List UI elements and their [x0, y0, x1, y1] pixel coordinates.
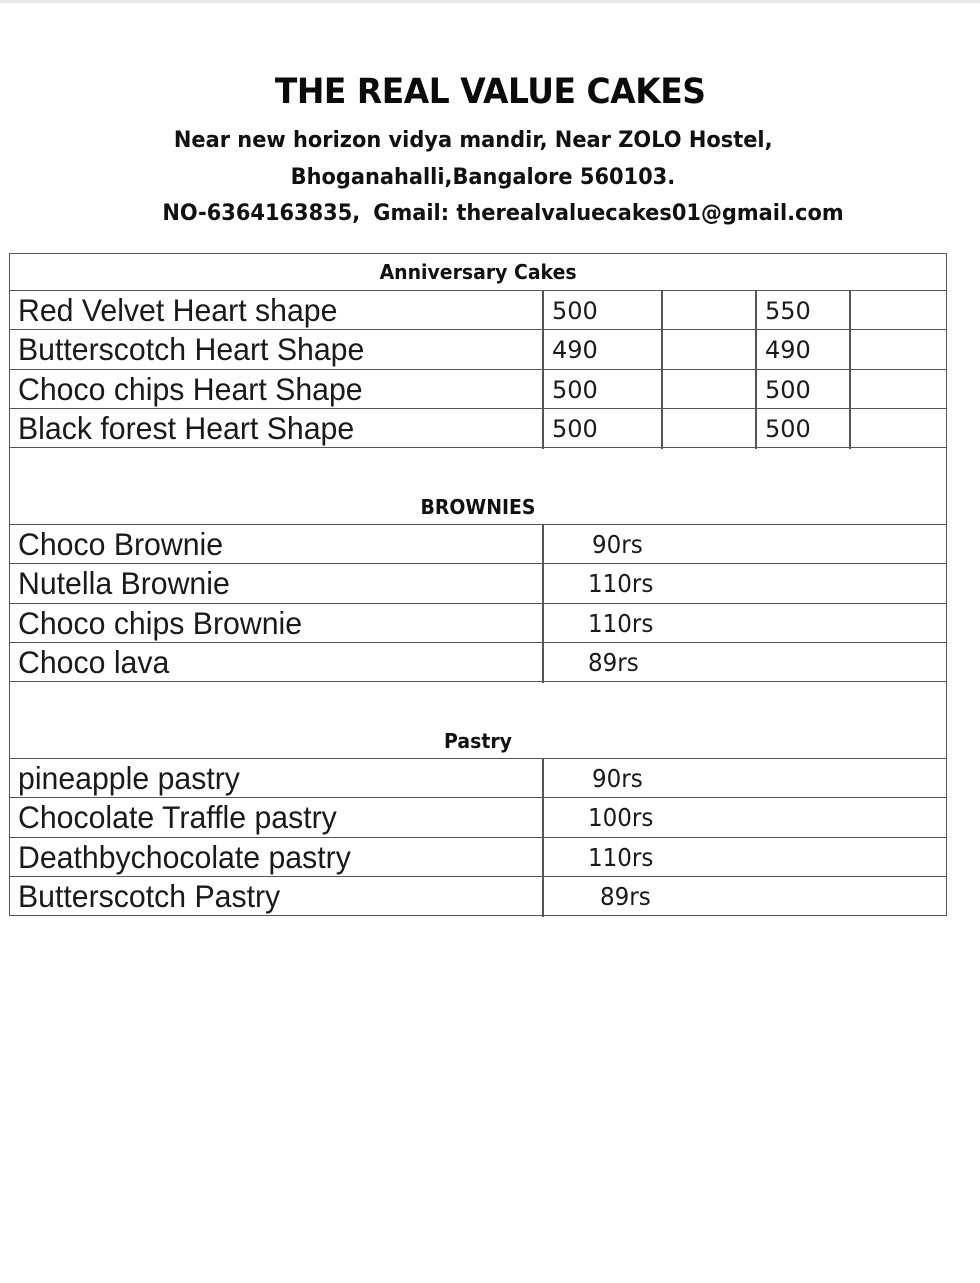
item-name: Choco chips Heart Shape [18, 370, 363, 407]
address-line-1: Near new horizon vidya mandir, Near ZOLO Hostel, [173, 127, 773, 153]
contact-line [35, 195, 946, 232]
table-row [10, 877, 946, 916]
item-name: Deathbychocolate pastry [18, 838, 351, 875]
table-row [10, 370, 946, 409]
item-name: pineapple pastry [18, 760, 240, 796]
table-row [10, 798, 946, 837]
table-row [10, 759, 946, 798]
table-row [10, 838, 946, 877]
table-row [10, 330, 946, 369]
top-edge-line [0, 0, 980, 3]
item-price: 100rs [588, 803, 654, 833]
item-name: Butterscotch Heart Shape [18, 331, 365, 368]
price-table [9, 253, 947, 916]
item-price: 490 [552, 336, 598, 365]
email-address: Gmail: therealvaluecakes01@gmail.com [373, 200, 844, 226]
table-row [10, 291, 946, 330]
item-price-alt: 500 [765, 375, 811, 404]
section-header-anniversary: Anniversary Cakes [10, 254, 946, 291]
shop-title: THE REAL VALUE CAKES [274, 72, 706, 112]
item-name: Black forest Heart Shape [18, 409, 355, 446]
item-name: Red Velvet Heart shape [18, 292, 338, 328]
table-row [10, 409, 946, 448]
item-price: 90rs [592, 764, 643, 793]
item-name: Choco lava [18, 643, 170, 680]
item-price: 110rs [588, 569, 654, 599]
item-price: 500 [552, 375, 598, 404]
phone-number: NO-6364163835, [162, 200, 361, 226]
item-price: 110rs [588, 608, 654, 638]
item-price: 89rs [588, 647, 639, 677]
section-header-pastry: Pastry [10, 682, 946, 759]
item-price: 110rs [588, 842, 654, 872]
table-row [10, 525, 946, 564]
item-price-alt: 500 [765, 414, 811, 443]
item-name: Choco Brownie [18, 526, 224, 562]
item-name: Nutella Brownie [18, 565, 230, 602]
item-name: Choco chips Brownie [18, 604, 303, 641]
table-row [10, 564, 946, 603]
item-price: 500 [552, 297, 598, 325]
table-row [10, 643, 946, 682]
shop-header [0, 62, 980, 226]
item-price: 500 [552, 414, 598, 443]
address-line-2: Bhoganahalli,Bangalore 560103. [290, 164, 676, 190]
item-price-alt: 490 [765, 336, 811, 365]
item-price-alt: 550 [765, 297, 811, 325]
table-row [10, 604, 946, 643]
item-name: Butterscotch Pastry [18, 877, 281, 914]
item-price: 89rs [600, 881, 651, 911]
item-name: Chocolate Traffle pastry [18, 799, 337, 836]
item-price: 90rs [592, 530, 643, 559]
section-header-brownies: BROWNIES [10, 448, 946, 525]
